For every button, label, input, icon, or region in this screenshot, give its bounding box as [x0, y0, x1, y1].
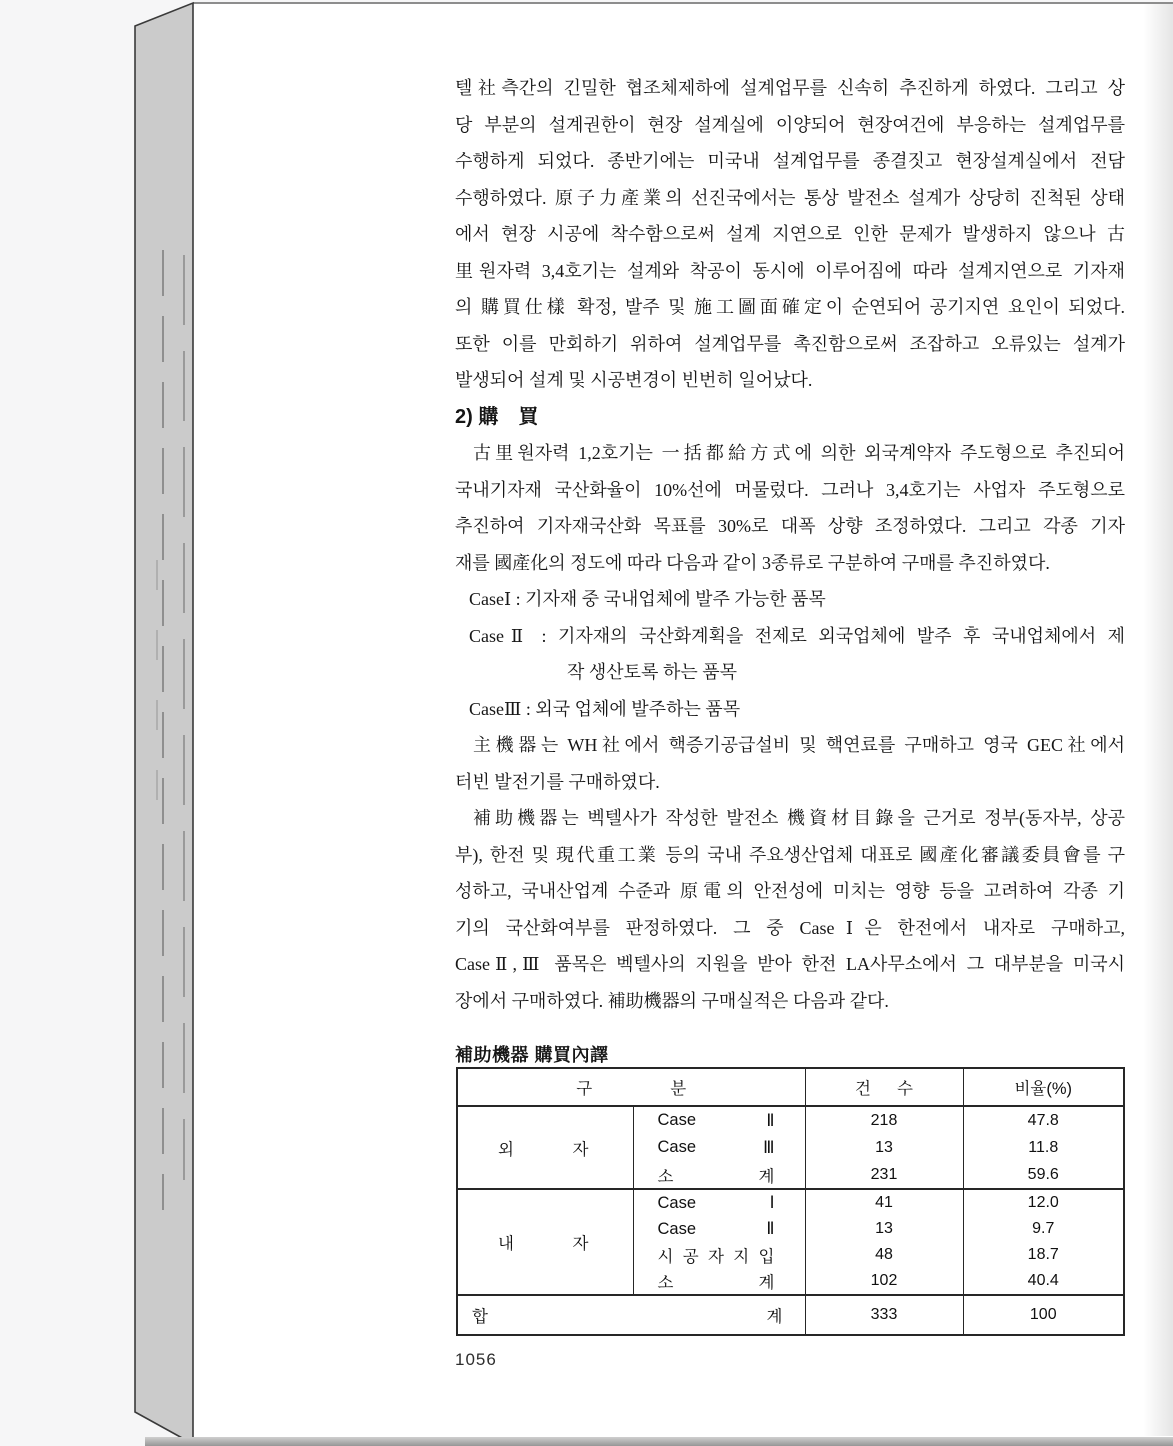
body-line: 추진하여 기자재국산화 목표를 30%로 대폭 상향 조정하였다. 그리고 각종 기자 [455, 516, 1125, 536]
header-cell-category [457, 1068, 805, 1106]
header-text: 구 [576, 1080, 593, 1098]
body-line: 국내기자재 국산화율이 10%선에 머물렀다. 그러나 3,4호기는 사업자 주도형으로 [455, 479, 1125, 500]
item-cell [633, 1242, 805, 1268]
ratio-cell: 12.0 [963, 1189, 1124, 1216]
body-line: 터빈 발전기를 구매하였다. [455, 771, 660, 792]
body-line: 수행하였다. 原子力產業의 선진국에서는 통상 발전소 설계가 상당히 진척된 상태 [455, 187, 1125, 208]
ratio-cell: 47.8 [963, 1106, 1124, 1134]
page-bottom-shadow [145, 1437, 1173, 1446]
ratio-cell: 59.6 [963, 1161, 1124, 1189]
body-line: 里원자력 3,4호기는 설계와 착공이 동시에 이루어짐에 따라 설계지연으로 기자재 [455, 260, 1125, 281]
body-line: 수행하게 되었다. 종반기에는 미국내 설계업무를 종결짓고 현장설계실에서 전담 [455, 151, 1125, 171]
header-cell-ratio [963, 1068, 1124, 1106]
body-line: 의 購買仕樣 확정, 발주 및 施工圖面確定이 순연되어 공기지연 요인이 되었다. [455, 297, 1125, 317]
item-label: Ⅲ [763, 1138, 775, 1157]
item-label: Case [657, 1138, 697, 1156]
case-item-line: CaseⅡ : 기자재의 국산화계획을 전제로 외국업체에 발주 후 국내업체에서 제 [469, 625, 1125, 646]
body-line: 기의 국산화여부를 판정하였다. 그 중 CaseⅠ은 한전에서 내자로 구매하고, [455, 917, 1125, 938]
item-label: 계 [758, 1167, 775, 1186]
purchase-breakdown-table [456, 1067, 1125, 1336]
body-line: 에서 현장 시공에 착수함으로써 설계 지연으로 인한 문제가 발생하지 않으나 古 [455, 224, 1125, 244]
body-line: 텔社측간의 긴밀한 협조체제하에 설계업무를 신속히 추진하게 하였다. 그리고 상 [455, 78, 1125, 98]
item-label: 시 [657, 1248, 674, 1266]
table-header-row [457, 1068, 1124, 1106]
item-label: Case [657, 1193, 697, 1212]
item-label: Ⅱ [766, 1220, 775, 1238]
item-cell [633, 1216, 805, 1242]
header-text: 분 [670, 1080, 687, 1098]
header-text: 수 [897, 1080, 913, 1098]
body-line: 당 부분의 설계권한이 현장 설계실에 이양되어 현장여건에 부응하는 설계업무를 [455, 114, 1125, 135]
table-total-row [457, 1295, 1124, 1335]
total-ratio-cell: 100 [963, 1295, 1124, 1335]
item-label: Case [657, 1111, 697, 1129]
page-text-block [455, 70, 1125, 1019]
group-cell-foreign [457, 1106, 633, 1189]
table-row [457, 1189, 1124, 1216]
body-line: 古里원자력 1,2호기는 一括都給方式에 의한 외국계약자 주도형으로 추진되어 [473, 443, 1125, 463]
section-heading: 2) 購 買 [455, 405, 539, 428]
case-item-line: CaseⅢ : 외국 업체에 발주하는 품목 [469, 698, 741, 719]
page-right-shadow [1143, 4, 1173, 1436]
count-cell: 102 [805, 1268, 963, 1295]
item-cell [633, 1161, 805, 1189]
total-count-cell: 333 [805, 1295, 963, 1335]
item-label: 자 [708, 1248, 724, 1266]
count-cell: 13 [805, 1134, 963, 1161]
case-item-line: CaseⅠ : 기자재 중 국내업체에 발주 가능한 품목 [469, 589, 826, 609]
count-cell: 218 [805, 1106, 963, 1134]
group-label: 외 [498, 1140, 514, 1159]
count-cell: 41 [805, 1189, 963, 1216]
ratio-cell: 11.8 [963, 1134, 1124, 1161]
body-line: 성하고, 국내산업계 수준과 原電의 안전성에 미치는 영향 등을 고려하여 각종 기 [455, 881, 1125, 901]
group-label: 내 [498, 1235, 514, 1253]
body-line: 主機器는 WH社에서 핵증기공급설비 및 핵연료를 구매하고 영국 GEC社에서 [473, 735, 1125, 755]
item-cell [633, 1106, 805, 1134]
item-label: Ⅱ [766, 1111, 775, 1130]
ratio-cell: 18.7 [963, 1242, 1124, 1268]
ratio-cell: 9.7 [963, 1216, 1124, 1242]
body-line: 발생되어 설계 및 시공변경이 빈번히 일어났다. [455, 370, 813, 390]
table-row [457, 1106, 1124, 1134]
item-label: 소 [657, 1167, 674, 1186]
count-cell: 231 [805, 1161, 963, 1189]
item-label: Case [657, 1219, 697, 1238]
count-cell: 13 [805, 1216, 963, 1242]
ratio-cell: 40.4 [963, 1268, 1124, 1295]
total-label-cell [457, 1295, 805, 1335]
item-label: Ⅰ [769, 1194, 775, 1212]
total-label: 합 [472, 1308, 488, 1326]
book-pages-edge [131, 0, 195, 1446]
count-cell: 48 [805, 1242, 963, 1268]
item-label: 입 [758, 1248, 775, 1266]
item-cell [633, 1268, 805, 1295]
item-cell [633, 1134, 805, 1161]
header-text: 건 [855, 1080, 871, 1098]
group-label: 자 [572, 1140, 589, 1159]
item-label: 지 [733, 1248, 750, 1266]
total-label: 계 [766, 1308, 783, 1326]
item-label: 공 [682, 1248, 699, 1266]
group-label: 자 [572, 1235, 589, 1253]
header-text: 비율(%) [1014, 1080, 1073, 1098]
table-title: 補助機器 購買內譯 [455, 1045, 609, 1065]
body-line: 재를 國產化의 정도에 따라 다음과 같이 3종류로 구분하여 구매를 추진하였다. [455, 552, 1050, 573]
body-line: 부), 한전 및 現代重工業 등의 국내 주요생산업체 대표로 國產化審議委員會를 구 [455, 844, 1125, 865]
item-cell [633, 1189, 805, 1216]
body-line: 補助機器는 벡텔사가 작성한 발전소 機資材目錄을 근거로 정부(동자부, 상공 [473, 808, 1125, 828]
case-item-continuation: 작 생산토록 하는 품목 [567, 662, 737, 682]
body-line: 장에서 구매하였다. 補助機器의 구매실적은 다음과 같다. [455, 990, 889, 1011]
group-cell-domestic [457, 1189, 633, 1295]
body-line: 또한 이를 만회하기 위하여 설계업무를 촉진함으로써 조잡하고 오류있는 설계가 [455, 333, 1125, 354]
page-number: 1056 [455, 1350, 497, 1369]
item-label: 계 [758, 1274, 775, 1292]
header-cell-count [805, 1068, 963, 1106]
item-label: 소 [657, 1274, 674, 1292]
body-line: CaseⅡ,Ⅲ 품목은 벡텔사의 지원을 받아 한전 LA사무소에서 그 대부분을 미국시 [455, 954, 1125, 974]
